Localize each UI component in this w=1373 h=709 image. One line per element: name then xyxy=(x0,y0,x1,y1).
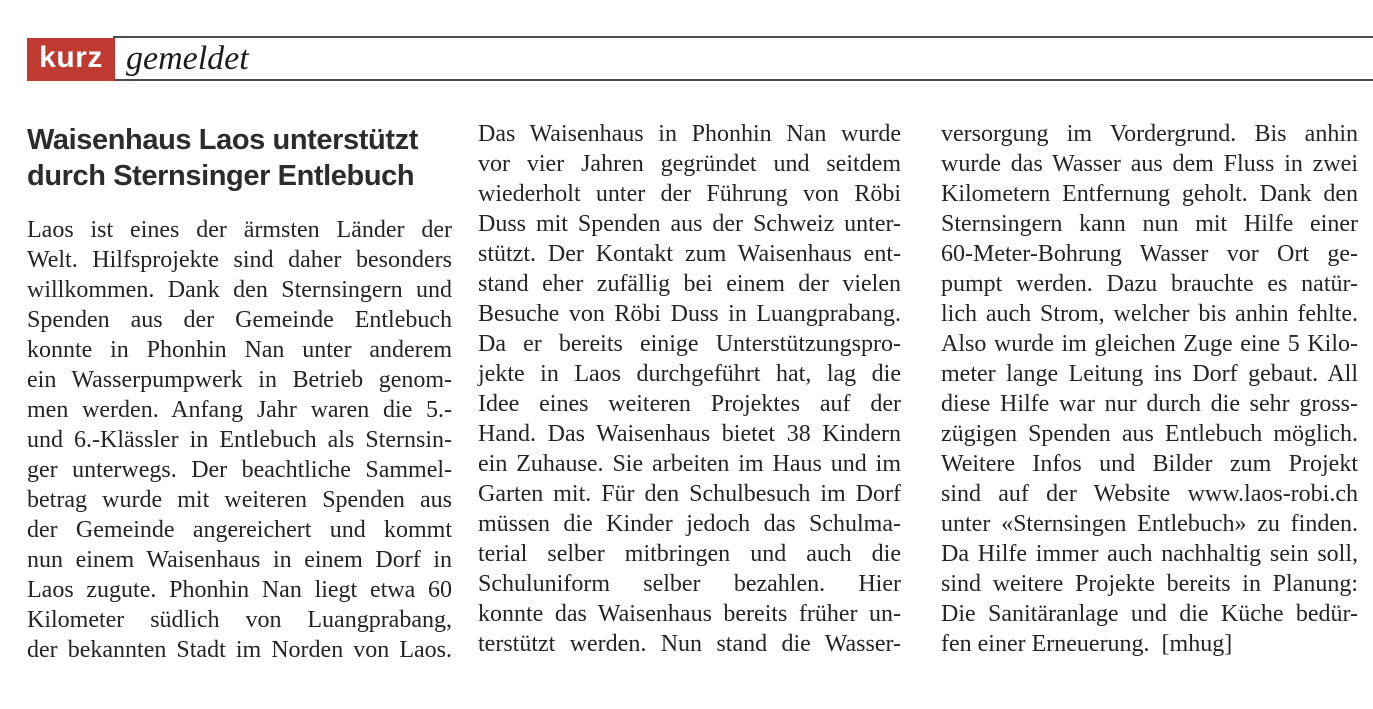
text-line: Da er bereits einige Unterstützungspro- xyxy=(478,331,901,357)
text-line: nun einem Waisenhaus in einem Dorf in xyxy=(27,547,452,573)
text-line: Da Hilfe immer auch nachhaltig sein soll, xyxy=(941,541,1358,567)
text-line: terstützt werden. Nun stand die Wasser- xyxy=(478,631,901,657)
text-line: stützt. Der Kontakt zum Waisenhaus ent- xyxy=(478,241,901,267)
text-line: lich auch Strom, welcher bis anhin fehlte. xyxy=(941,301,1358,327)
text-line: zügigen Spenden aus Entlebuch möglich. xyxy=(941,421,1358,447)
text-line: Das Waisenhaus in Phonhin Nan wurde xyxy=(478,121,901,147)
text-line: der Gemeinde angereichert und kommt xyxy=(27,517,452,543)
text-line: Kilometern Entfernung geholt. Dank den xyxy=(941,181,1358,207)
headline-line-2: durch Sternsinger Entlebuch xyxy=(27,160,415,192)
text-line: Weitere Infos und Bilder zum Projekt xyxy=(941,451,1358,477)
text-line: men werden. Anfang Jahr waren die 5.- xyxy=(27,397,452,423)
text-line: müssen die Kinder jedoch das Schulma- xyxy=(478,511,901,537)
text-line: ein Zuhause. Sie arbeiten im Haus und im xyxy=(478,451,901,477)
text-line: Idee eines weiteren Projektes auf der xyxy=(478,391,901,417)
column-3-text xyxy=(941,119,1358,659)
article-column-1 xyxy=(27,122,452,665)
text-line: pumpt werden. Dazu brauchte es natür- xyxy=(941,271,1358,297)
text-line: konnte das Waisenhaus bereits früher un- xyxy=(478,601,901,627)
text-line: Also wurde im gleichen Zuge eine 5 Kilo- xyxy=(941,331,1358,357)
text-line: Schuluniform selber bezahlen. Hier xyxy=(478,571,901,597)
text-line: Sternsingern kann nun mit Hilfe einer xyxy=(941,211,1358,237)
text-line: Laos zugute. Phonhin Nan liegt etwa 60 xyxy=(27,577,452,603)
column-1-text xyxy=(27,215,452,665)
article-headline xyxy=(27,122,452,194)
text-line: Garten mit. Für den Schulbesuch im Dorf xyxy=(478,481,901,507)
text-line: Laos ist eines der ärmsten Länder der xyxy=(27,217,452,243)
article-column-2 xyxy=(478,119,901,659)
header-rule-bottom xyxy=(113,79,1373,81)
kicker-badge xyxy=(27,38,115,81)
text-line: sind weitere Projekte bereits in Planung: xyxy=(941,571,1358,597)
text-line: Die Sanitäranlage und die Küche bedür- xyxy=(941,601,1358,627)
text-line: 60-Meter-Bohrung Wasser vor Ort ge- xyxy=(941,241,1358,267)
article-column-3 xyxy=(941,119,1358,659)
text-line: Besuche von Röbi Duss in Luangprabang. xyxy=(478,301,901,327)
text-line: betrag wurde mit weiteren Spenden aus xyxy=(27,487,452,513)
text-line: konnte in Phonhin Nan unter anderem xyxy=(27,337,452,363)
text-line: willkommen. Dank den Sternsingern und xyxy=(27,277,452,303)
kicker-title: gemeldet xyxy=(126,40,249,77)
text-line: Hand. Das Waisenhaus bietet 38 Kindern xyxy=(478,421,901,447)
text-line: terial selber mitbringen und auch die xyxy=(478,541,901,567)
text-line: Welt. Hilfsprojekte sind daher besonders xyxy=(27,247,452,273)
text-line: wiederholt unter der Führung von Röbi xyxy=(478,181,901,207)
text-line: ein Wasserpumpwerk in Betrieb genom- xyxy=(27,367,452,393)
text-line: wurde das Wasser aus dem Fluss in zwei xyxy=(941,151,1358,177)
text-line: stand eher zufällig bei einem der vielen xyxy=(478,271,901,297)
kicker-label: kurz xyxy=(39,41,103,74)
text-line: Spenden aus der Gemeinde Entlebuch xyxy=(27,307,452,333)
text-line: vor vier Jahren gegründet und seitdem xyxy=(478,151,901,177)
text-line: Duss mit Spenden aus der Schweiz unter- xyxy=(478,211,901,237)
text-line: unter «Sternsingen Entlebuch» zu finden. xyxy=(941,511,1358,537)
text-line: ger unterwegs. Der beachtliche Sammel- xyxy=(27,457,452,483)
header-rule-top xyxy=(113,36,1373,38)
text-line: fen einer Erneuerung. [mhug] xyxy=(941,631,1233,657)
column-2-text xyxy=(478,119,901,659)
text-line: und 6.-Klässler in Entlebuch als Sternsin- xyxy=(27,427,452,453)
text-line: diese Hilfe war nur durch die sehr gross- xyxy=(941,391,1358,417)
text-line: meter lange Leitung ins Dorf gebaut. All xyxy=(941,361,1358,387)
text-line: jekte in Laos durchgeführt hat, lag die xyxy=(478,361,901,387)
text-line: versorgung im Vordergrund. Bis anhin xyxy=(941,121,1358,147)
headline-line-1: Waisenhaus Laos unterstützt xyxy=(27,124,418,156)
text-line: der bekannten Stadt im Norden von Laos. xyxy=(27,637,452,663)
text-line: Kilometer südlich von Luangprabang, xyxy=(27,607,452,633)
text-line: sind auf der Website www.laos-robi.ch xyxy=(941,481,1358,507)
